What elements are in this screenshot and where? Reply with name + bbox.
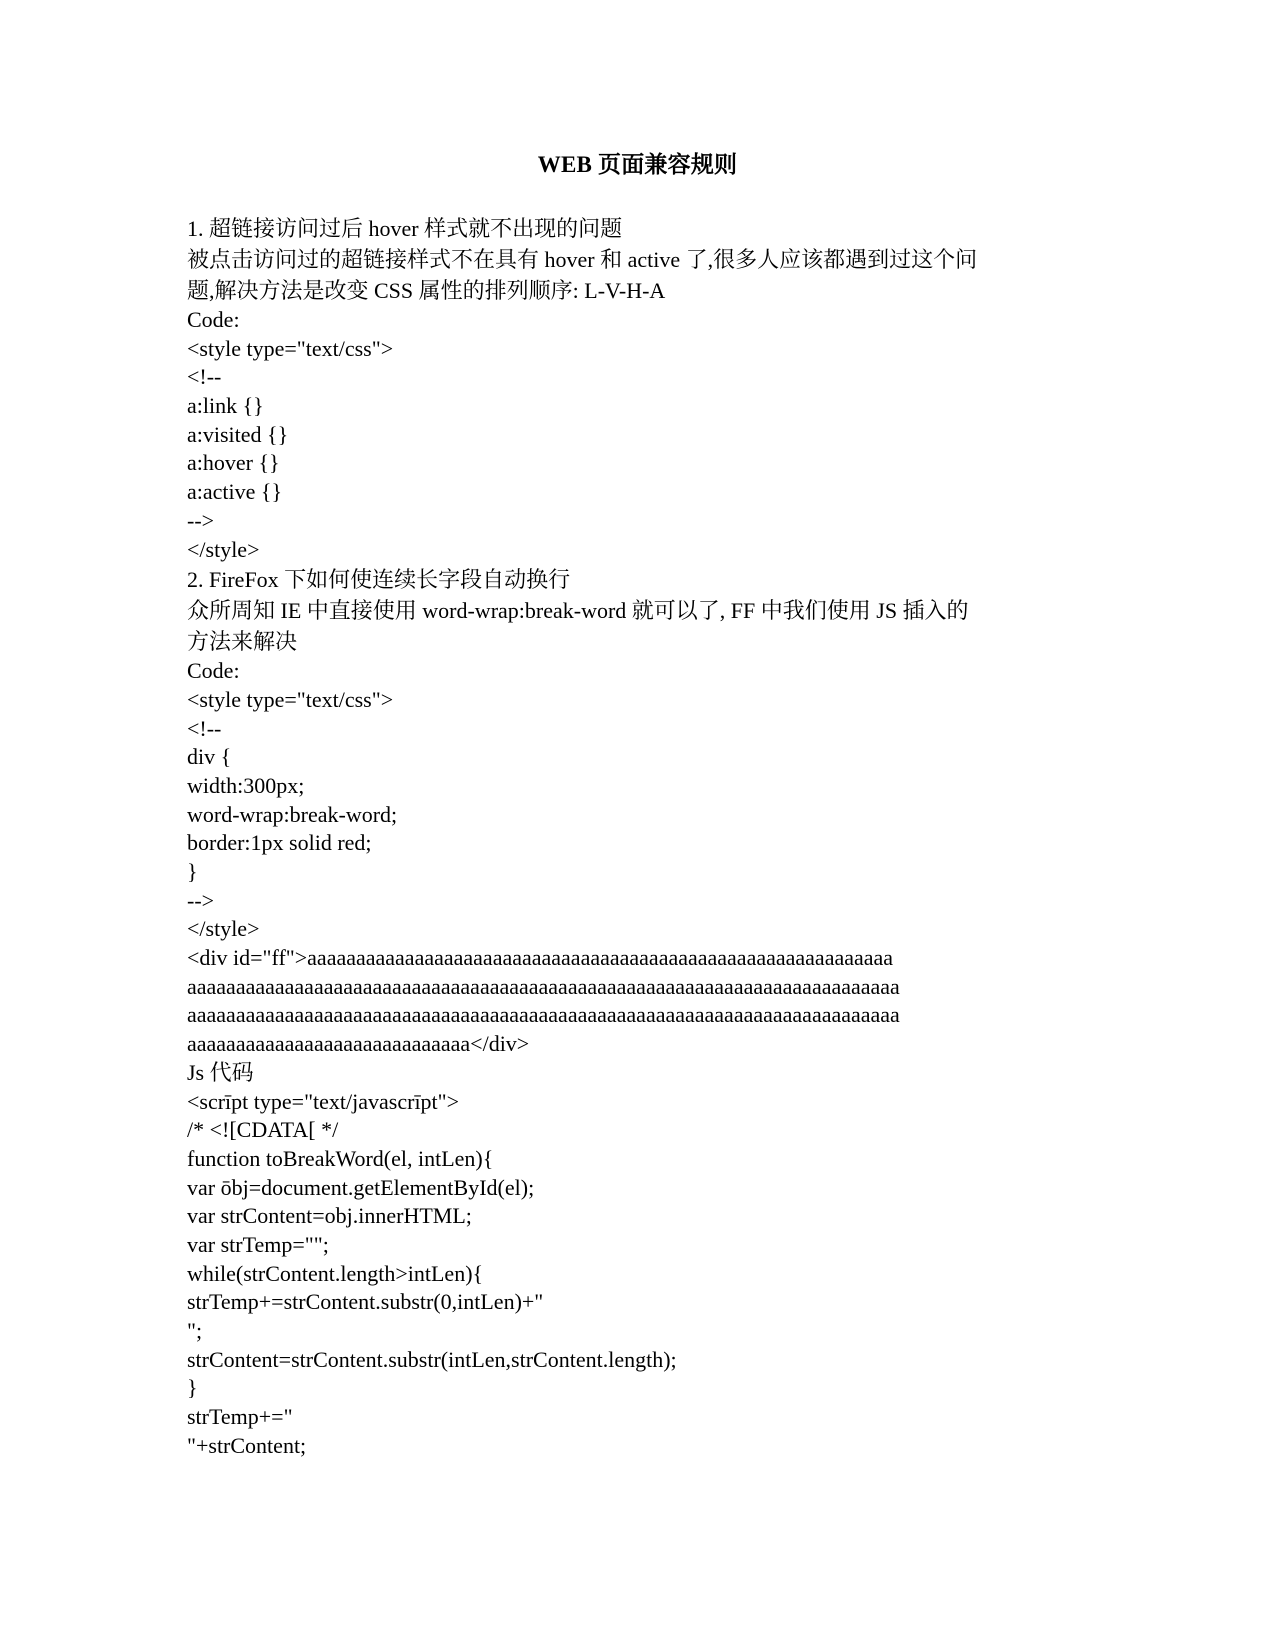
code-line: </style> [187,916,260,942]
code-line: word-wrap:break-word; [187,801,398,827]
page-title: WEB 页面兼容规则 [537,152,738,177]
code-line: var ōbj=document.getElementById(el); [187,1174,535,1200]
code-line: --> [187,507,215,533]
code-line: <!-- [187,715,222,741]
code-line: a:link {} [187,393,264,419]
paragraph-line: 被点击访问过的超链接样式不在具有 hover 和 active 了,很多人应该都遇到过这个问 [187,247,978,272]
code-line: div { [187,744,232,770]
paragraph-line: 题,解决方法是改变 CSS 属性的排列顺序: L-V-H-A [187,278,666,303]
code-line: strContent=strContent.substr(intLen,strContent.length); [187,1346,677,1372]
code-label: Js 代码 [187,1059,254,1085]
code-line: aaaaaaaaaaaaaaaaaaaaaaaaaaaaaaaaaaaaaaaaaaaaaaaaaaaaaaaaaaaaaaaaaaaaaaaaa [187,1002,900,1028]
code-line: strTemp+=strContent.substr(0,intLen)+" [187,1289,544,1315]
code-line: strTemp+=" [187,1404,293,1430]
paragraph-line: 方法来解决 [187,629,298,655]
code-line: <!-- [187,364,222,390]
code-line: } [187,859,198,884]
code-line: <style type="text/css"> [187,686,394,712]
section-heading: 2. FireFox 下如何使连续长字段自动换行 [187,567,571,593]
code-line: a:visited {} [187,421,289,447]
code-line: function toBreakWord(el, intLen){ [187,1145,494,1171]
code-line: "+strContent; [187,1432,307,1458]
code-label: Code: [187,658,240,684]
code-line: var strTemp=""; [187,1231,329,1257]
code-line: while(strContent.length>intLen){ [187,1260,484,1286]
code-label: Code: [187,307,240,332]
code-line: /* <![CDATA[ */ [187,1117,339,1143]
code-line: aaaaaaaaaaaaaaaaaaaaaaaaaaaaaaaaaaaaaaaaaaaaaaaaaaaaaaaaaaaaaaaaaaaaaaaaa [187,973,900,999]
code-line: <scrīpt type="text/javascrīpt"> [187,1088,460,1114]
section-heading: 1. 超链接访问过后 hover 样式就不出现的问题 [187,216,623,241]
code-line: var strContent=obj.innerHTML; [187,1203,472,1229]
code-line: "; [187,1318,203,1343]
code-line: aaaaaaaaaaaaaaaaaaaaaaaaaaaaa</div> [187,1031,530,1057]
code-line: </style> [187,536,260,562]
code-line: a:active {} [187,479,283,505]
code-line: } [187,1375,198,1401]
code-line: border:1px solid red; [187,830,372,856]
document-body [187,213,1087,1460]
code-line: <div id="ff">aaaaaaaaaaaaaaaaaaaaaaaaaaaaaaaaaaaaaaaaaaaaaaaaaaaaaaaaaaaa [187,945,894,971]
code-line: a:hover {} [187,450,280,476]
code-line: --> [187,887,215,913]
paragraph-line: 众所周知 IE 中直接使用 word-wrap:break-word 就可以了, FF 中我们使用 JS 插入的 [187,598,969,624]
code-line: width:300px; [187,772,305,798]
code-line: <style type="text/css"> [187,335,394,361]
